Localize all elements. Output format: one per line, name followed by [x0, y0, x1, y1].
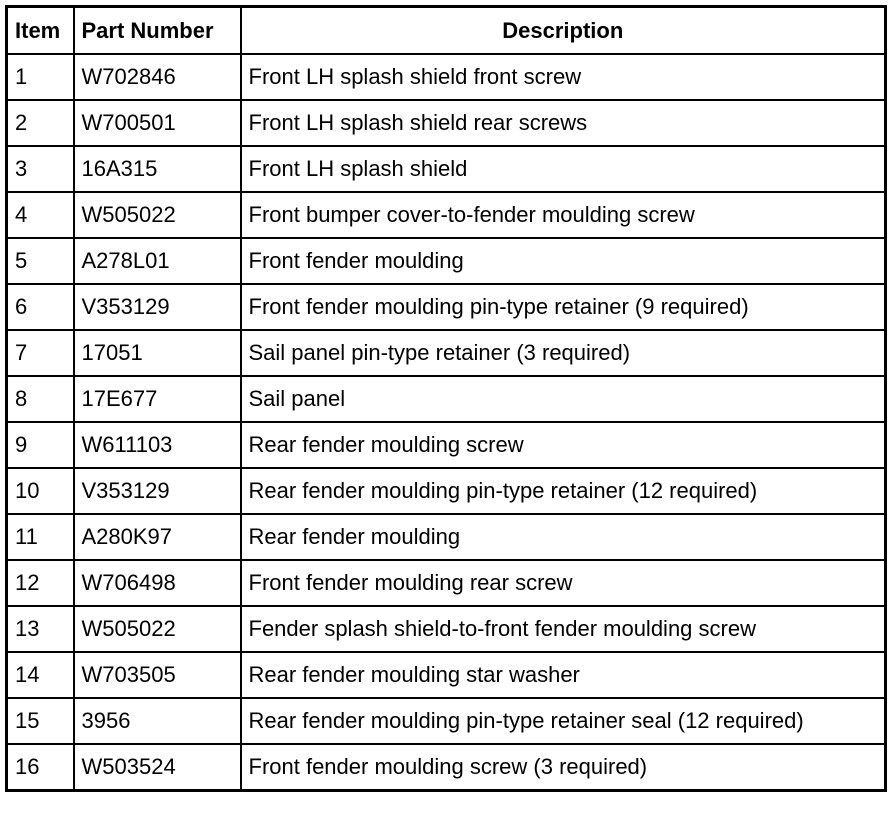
cell-description: Fender splash shield-to-front fender moulding screw — [241, 606, 886, 652]
table-row — [7, 54, 886, 100]
table-row — [7, 330, 886, 376]
cell-item: 16 — [7, 744, 74, 791]
cell-item: 5 — [7, 238, 74, 284]
cell-item: 6 — [7, 284, 74, 330]
cell-description: Front LH splash shield — [241, 146, 886, 192]
cell-part-number: W503524 — [74, 744, 241, 791]
cell-description: Rear fender moulding pin-type retainer seal (12 required) — [241, 698, 886, 744]
table-row — [7, 652, 886, 698]
cell-item: 15 — [7, 698, 74, 744]
table-row — [7, 468, 886, 514]
cell-description: Sail panel pin-type retainer (3 required) — [241, 330, 886, 376]
header-item: Item — [7, 7, 74, 55]
cell-description: Rear fender moulding star washer — [241, 652, 886, 698]
cell-description: Front fender moulding screw (3 required) — [241, 744, 886, 791]
cell-item: 10 — [7, 468, 74, 514]
table-row — [7, 376, 886, 422]
cell-description: Rear fender moulding pin-type retainer (12 required) — [241, 468, 886, 514]
cell-part-number: W700501 — [74, 100, 241, 146]
cell-description: Rear fender moulding screw — [241, 422, 886, 468]
cell-description: Front fender moulding pin-type retainer (9 required) — [241, 284, 886, 330]
cell-item: 4 — [7, 192, 74, 238]
table-header-row — [7, 7, 886, 55]
cell-part-number: A280K97 — [74, 514, 241, 560]
cell-part-number: W505022 — [74, 606, 241, 652]
cell-item: 11 — [7, 514, 74, 560]
cell-part-number: V353129 — [74, 468, 241, 514]
cell-part-number: 16A315 — [74, 146, 241, 192]
cell-item: 3 — [7, 146, 74, 192]
cell-description: Front fender moulding rear screw — [241, 560, 886, 606]
cell-description: Front bumper cover-to-fender moulding screw — [241, 192, 886, 238]
cell-item: 14 — [7, 652, 74, 698]
cell-part-number: W611103 — [74, 422, 241, 468]
table-row — [7, 606, 886, 652]
table-row — [7, 100, 886, 146]
cell-item: 1 — [7, 54, 74, 100]
table-row — [7, 422, 886, 468]
table-row — [7, 284, 886, 330]
cell-part-number: A278L01 — [74, 238, 241, 284]
cell-part-number: W703505 — [74, 652, 241, 698]
cell-description: Sail panel — [241, 376, 886, 422]
table-row — [7, 238, 886, 284]
cell-part-number: 17051 — [74, 330, 241, 376]
table-row — [7, 560, 886, 606]
table-row — [7, 146, 886, 192]
header-description: Description — [241, 7, 886, 55]
cell-description: Rear fender moulding — [241, 514, 886, 560]
cell-part-number: W706498 — [74, 560, 241, 606]
cell-part-number: W505022 — [74, 192, 241, 238]
table-row — [7, 698, 886, 744]
cell-part-number: 17E677 — [74, 376, 241, 422]
cell-item: 7 — [7, 330, 74, 376]
cell-item: 9 — [7, 422, 74, 468]
table-row — [7, 192, 886, 238]
parts-table — [5, 5, 887, 792]
cell-item: 12 — [7, 560, 74, 606]
cell-item: 8 — [7, 376, 74, 422]
table-row — [7, 744, 886, 791]
cell-item: 13 — [7, 606, 74, 652]
table-row — [7, 514, 886, 560]
cell-description: Front fender moulding — [241, 238, 886, 284]
cell-description: Front LH splash shield front screw — [241, 54, 886, 100]
cell-part-number: V353129 — [74, 284, 241, 330]
cell-description: Front LH splash shield rear screws — [241, 100, 886, 146]
cell-part-number: W702846 — [74, 54, 241, 100]
cell-part-number: 3956 — [74, 698, 241, 744]
cell-item: 2 — [7, 100, 74, 146]
header-part-number: Part Number — [74, 7, 241, 55]
